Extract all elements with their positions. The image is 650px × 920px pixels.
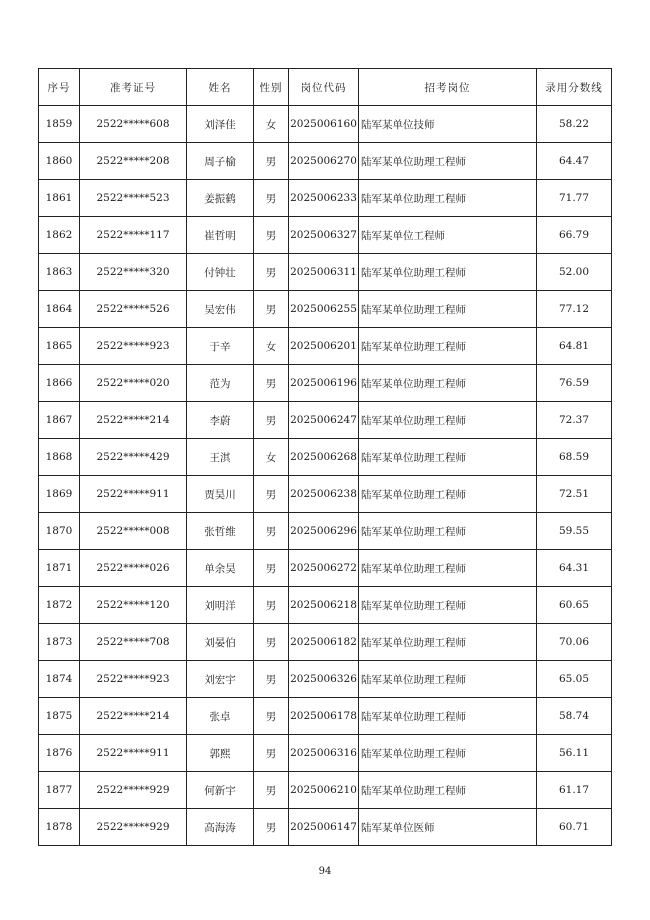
cell-index: 1873: [39, 624, 80, 661]
cell-exam-id: 2522*****117: [80, 217, 187, 254]
cell-name: 周子榆: [187, 143, 254, 180]
cell-gender: 男: [254, 624, 289, 661]
cell-exam-id: 2522*****923: [80, 328, 187, 365]
cell-gender: 男: [254, 180, 289, 217]
table-row: [39, 291, 612, 328]
cell-name: 高海涛: [187, 809, 254, 846]
cell-exam-id: 2522*****429: [80, 439, 187, 476]
cell-exam-id: 2522*****120: [80, 587, 187, 624]
cell-gender: 男: [254, 735, 289, 772]
cell-score-line: 56.11: [537, 735, 612, 772]
cell-exam-id: 2522*****929: [80, 772, 187, 809]
cell-gender: 男: [254, 661, 289, 698]
cell-position: 陆军某单位助理工程师: [359, 772, 537, 809]
cell-gender: 女: [254, 106, 289, 143]
cell-score-line: 64.47: [537, 143, 612, 180]
cell-gender: 男: [254, 587, 289, 624]
cell-exam-id: 2522*****008: [80, 513, 187, 550]
cell-position-code: 2025006210: [289, 772, 359, 809]
table-row: [39, 735, 612, 772]
cell-score-line: 65.05: [537, 661, 612, 698]
cell-index: 1867: [39, 402, 80, 439]
cell-exam-id: 2522*****923: [80, 661, 187, 698]
cell-gender: 男: [254, 291, 289, 328]
cell-name: 姜振鹤: [187, 180, 254, 217]
table-row: [39, 328, 612, 365]
cell-score-line: 77.12: [537, 291, 612, 328]
cell-position: 陆军某单位助理工程师: [359, 476, 537, 513]
cell-name: 刘晏伯: [187, 624, 254, 661]
cell-exam-id: 2522*****929: [80, 809, 187, 846]
cell-name: 张哲维: [187, 513, 254, 550]
cell-position-code: 2025006316: [289, 735, 359, 772]
header-index: 序号: [39, 69, 80, 106]
cell-name: 单余昊: [187, 550, 254, 587]
cell-score-line: 58.22: [537, 106, 612, 143]
cell-position: 陆军某单位助理工程师: [359, 439, 537, 476]
cell-name: 李蔚: [187, 402, 254, 439]
cell-gender: 男: [254, 772, 289, 809]
cell-exam-id: 2522*****020: [80, 365, 187, 402]
table-row: [39, 624, 612, 661]
header-exam-id: 准考证号: [80, 69, 187, 106]
cell-position-code: 2025006270: [289, 143, 359, 180]
cell-position: 陆军某单位助理工程师: [359, 328, 537, 365]
cell-position: 陆军某单位助理工程师: [359, 661, 537, 698]
cell-gender: 男: [254, 217, 289, 254]
table-row: [39, 143, 612, 180]
cell-exam-id: 2522*****526: [80, 291, 187, 328]
cell-exam-id: 2522*****208: [80, 143, 187, 180]
table-row: [39, 550, 612, 587]
cell-name: 范为: [187, 365, 254, 402]
cell-score-line: 66.79: [537, 217, 612, 254]
cell-score-line: 58.74: [537, 698, 612, 735]
cell-score-line: 60.65: [537, 587, 612, 624]
cell-gender: 男: [254, 365, 289, 402]
cell-position: 陆军某单位助理工程师: [359, 735, 537, 772]
cell-index: 1878: [39, 809, 80, 846]
cell-position: 陆军某单位助理工程师: [359, 180, 537, 217]
cell-index: 1860: [39, 143, 80, 180]
cell-name: 王淇: [187, 439, 254, 476]
cell-name: 刘宏宇: [187, 661, 254, 698]
cell-index: 1869: [39, 476, 80, 513]
cell-score-line: 70.06: [537, 624, 612, 661]
cell-score-line: 76.59: [537, 365, 612, 402]
table-row: [39, 661, 612, 698]
header-score-line: 录用分数线: [537, 69, 612, 106]
cell-position-code: 2025006311: [289, 254, 359, 291]
cell-score-line: 72.37: [537, 402, 612, 439]
cell-position: 陆军某单位工程师: [359, 217, 537, 254]
cell-index: 1866: [39, 365, 80, 402]
cell-exam-id: 2522*****320: [80, 254, 187, 291]
cell-score-line: 68.59: [537, 439, 612, 476]
cell-score-line: 64.31: [537, 550, 612, 587]
cell-score-line: 61.17: [537, 772, 612, 809]
cell-score-line: 60.71: [537, 809, 612, 846]
cell-exam-id: 2522*****911: [80, 735, 187, 772]
cell-index: 1872: [39, 587, 80, 624]
cell-name: 郭熙: [187, 735, 254, 772]
cell-position: 陆军某单位助理工程师: [359, 624, 537, 661]
cell-index: 1871: [39, 550, 80, 587]
cell-name: 张卓: [187, 698, 254, 735]
cell-name: 何新宇: [187, 772, 254, 809]
cell-index: 1877: [39, 772, 80, 809]
cell-gender: 男: [254, 698, 289, 735]
table-row: [39, 365, 612, 402]
cell-index: 1874: [39, 661, 80, 698]
table-row: [39, 439, 612, 476]
cell-score-line: 72.51: [537, 476, 612, 513]
cell-position-code: 2025006238: [289, 476, 359, 513]
cell-score-line: 59.55: [537, 513, 612, 550]
cell-exam-id: 2522*****214: [80, 698, 187, 735]
table-row: [39, 513, 612, 550]
cell-position: 陆军某单位医师: [359, 809, 537, 846]
score-table: [38, 68, 612, 846]
cell-position-code: 2025006268: [289, 439, 359, 476]
cell-index: 1864: [39, 291, 80, 328]
table-row: [39, 698, 612, 735]
cell-position: 陆军某单位助理工程师: [359, 587, 537, 624]
cell-name: 贾昊川: [187, 476, 254, 513]
cell-exam-id: 2522*****523: [80, 180, 187, 217]
cell-index: 1862: [39, 217, 80, 254]
header-position-code: 岗位代码: [289, 69, 359, 106]
table-row: [39, 809, 612, 846]
cell-position: 陆军某单位助理工程师: [359, 365, 537, 402]
cell-score-line: 52.00: [537, 254, 612, 291]
header-position: 招考岗位: [359, 69, 537, 106]
cell-name: 于辛: [187, 328, 254, 365]
cell-position: 陆军某单位助理工程师: [359, 698, 537, 735]
cell-position-code: 2025006160: [289, 106, 359, 143]
cell-position: 陆军某单位技师: [359, 106, 537, 143]
cell-position-code: 2025006327: [289, 217, 359, 254]
cell-gender: 男: [254, 550, 289, 587]
cell-index: 1868: [39, 439, 80, 476]
cell-gender: 男: [254, 402, 289, 439]
cell-gender: 男: [254, 143, 289, 180]
cell-name: 崔哲明: [187, 217, 254, 254]
page-number: 94: [318, 866, 332, 877]
cell-position: 陆军某单位助理工程师: [359, 513, 537, 550]
cell-gender: 女: [254, 439, 289, 476]
cell-position-code: 2025006178: [289, 698, 359, 735]
cell-index: 1876: [39, 735, 80, 772]
cell-position-code: 2025006196: [289, 365, 359, 402]
cell-position-code: 2025006272: [289, 550, 359, 587]
cell-position-code: 2025006326: [289, 661, 359, 698]
cell-index: 1861: [39, 180, 80, 217]
cell-score-line: 71.77: [537, 180, 612, 217]
table-row: [39, 217, 612, 254]
cell-index: 1870: [39, 513, 80, 550]
cell-exam-id: 2522*****608: [80, 106, 187, 143]
cell-position-code: 2025006218: [289, 587, 359, 624]
header-name: 姓名: [187, 69, 254, 106]
cell-name: 吴宏伟: [187, 291, 254, 328]
cell-gender: 男: [254, 254, 289, 291]
cell-exam-id: 2522*****026: [80, 550, 187, 587]
cell-position: 陆军某单位助理工程师: [359, 402, 537, 439]
cell-position-code: 2025006296: [289, 513, 359, 550]
cell-position-code: 2025006182: [289, 624, 359, 661]
cell-position: 陆军某单位助理工程师: [359, 291, 537, 328]
table-header-row: [39, 69, 612, 106]
cell-position: 陆军某单位助理工程师: [359, 143, 537, 180]
cell-score-line: 64.81: [537, 328, 612, 365]
cell-index: 1875: [39, 698, 80, 735]
cell-position-code: 2025006147: [289, 809, 359, 846]
table-row: [39, 772, 612, 809]
cell-index: 1863: [39, 254, 80, 291]
cell-position-code: 2025006247: [289, 402, 359, 439]
table-row: [39, 476, 612, 513]
table-row: [39, 106, 612, 143]
cell-gender: 男: [254, 513, 289, 550]
cell-exam-id: 2522*****708: [80, 624, 187, 661]
cell-exam-id: 2522*****214: [80, 402, 187, 439]
cell-name: 付钟壮: [187, 254, 254, 291]
cell-position-code: 2025006201: [289, 328, 359, 365]
cell-gender: 男: [254, 809, 289, 846]
header-gender: 性别: [254, 69, 289, 106]
table-row: [39, 587, 612, 624]
cell-index: 1859: [39, 106, 80, 143]
cell-exam-id: 2522*****911: [80, 476, 187, 513]
cell-position: 陆军某单位助理工程师: [359, 550, 537, 587]
table-row: [39, 180, 612, 217]
cell-name: 刘泽佳: [187, 106, 254, 143]
table-row: [39, 254, 612, 291]
cell-name: 刘明洋: [187, 587, 254, 624]
cell-position: 陆军某单位助理工程师: [359, 254, 537, 291]
cell-gender: 女: [254, 328, 289, 365]
cell-index: 1865: [39, 328, 80, 365]
cell-position-code: 2025006255: [289, 291, 359, 328]
table-row: [39, 402, 612, 439]
cell-gender: 男: [254, 476, 289, 513]
cell-position-code: 2025006233: [289, 180, 359, 217]
